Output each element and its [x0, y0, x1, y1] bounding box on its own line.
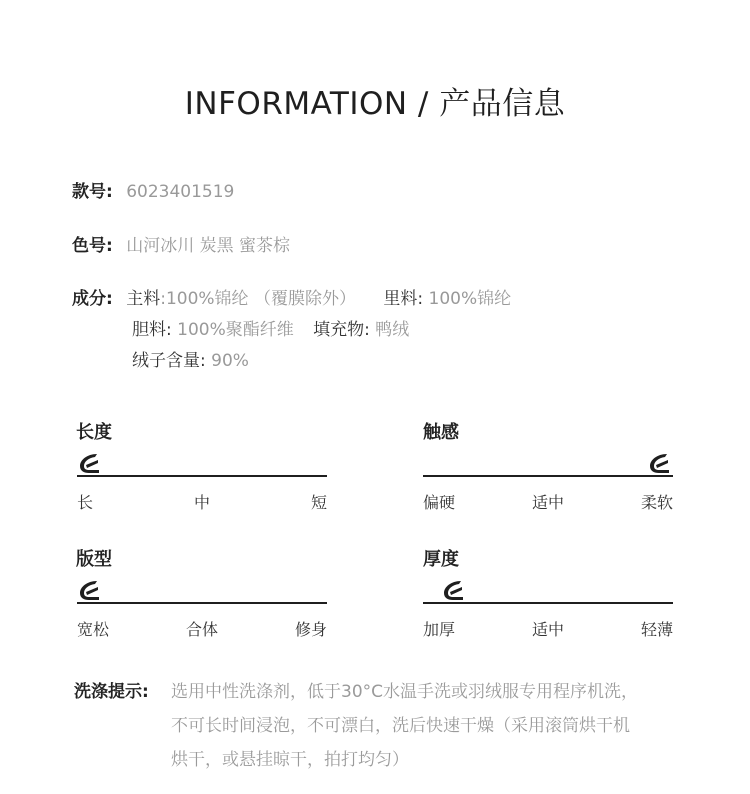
bladder-value: 100%聚酯纤维 [177, 320, 294, 340]
composition-row-3 [132, 349, 249, 373]
length-bar [77, 475, 327, 477]
care-line-1: 选用中性洗涤剂，低于30°C水温手洗或羽绒服专用程序机洗， [171, 682, 639, 702]
color-number-value: 山河冰川 炭黑 蜜茶棕 [126, 236, 291, 256]
fit-title: 版型 [76, 549, 112, 570]
main-material-label: 主料 [126, 289, 161, 309]
fit-marker-icon [77, 577, 103, 603]
style-number-row [72, 180, 234, 204]
down-content-label: 绒子含量: [132, 351, 206, 371]
thickness-tick-3: 轻薄 [640, 620, 673, 639]
touch-tick-2: 适中 [531, 493, 564, 512]
style-number-value: 6023401519 [126, 182, 235, 202]
length-marker-icon [77, 450, 103, 476]
length-tick-2: 中 [193, 493, 210, 512]
touch-tick-1: 偏硬 [423, 493, 456, 512]
touch-bar [423, 475, 673, 477]
lining-value: 100%锦纶 [428, 289, 512, 309]
down-content-value: 90% [211, 351, 249, 371]
care-line-2: 不可长时间浸泡，不可漂白，洗后快速干燥（采用滚筒烘干机 [171, 716, 630, 736]
thickness-marker-icon [441, 577, 467, 603]
length-title: 长度 [76, 422, 112, 443]
page-title: INFORMATION / 产品信息 [184, 86, 566, 122]
fit-tick-2: 合体 [185, 620, 218, 639]
length-tick-3: 短 [310, 493, 327, 512]
care-label: 洗涤提示: [74, 682, 149, 702]
composition-row-1 [72, 287, 511, 311]
color-number-label: 色号: [72, 236, 113, 256]
thickness-tick-2: 适中 [531, 620, 564, 639]
filling-value: 鸭绒 [375, 320, 410, 340]
fit-tick-3: 修身 [294, 620, 327, 639]
style-number-label: 款号: [72, 182, 113, 202]
fit-tick-1: 宽松 [77, 620, 110, 639]
touch-title: 触感 [423, 422, 459, 443]
filling-label: 填充物: [313, 320, 370, 340]
length-tick-1: 长 [77, 493, 94, 512]
composition-label: 成分: [72, 289, 113, 309]
lining-label: 里料: [383, 289, 424, 309]
touch-tick-3: 柔软 [640, 493, 673, 512]
touch-marker-icon [647, 450, 673, 476]
composition-row-2 [132, 318, 409, 342]
fit-bar [77, 602, 327, 604]
bladder-label: 胆料: [132, 320, 172, 340]
care-line-3: 烘干，或悬挂晾干，拍打均匀） [171, 750, 409, 770]
thickness-tick-1: 加厚 [423, 620, 456, 639]
main-material-value: :100%锦纶 （覆膜除外） [160, 289, 356, 309]
thickness-title: 厚度 [423, 549, 459, 570]
color-number-row [72, 234, 290, 258]
